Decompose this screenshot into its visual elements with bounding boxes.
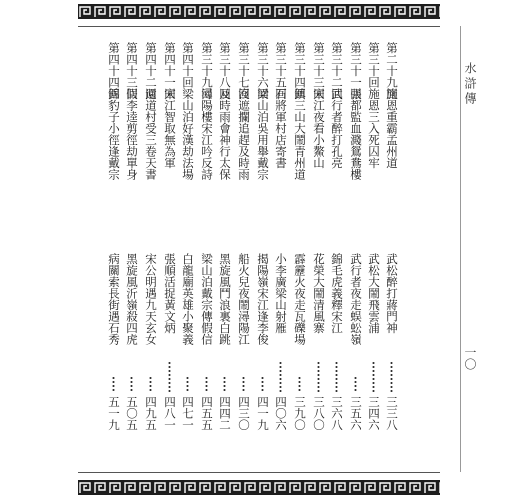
chapter-title-first-line: 還道村受三卷天書 — [144, 88, 158, 180]
chapter-title-first-line: 宋江夜看小鰲山 — [312, 88, 326, 169]
chapter-number: 第四十三回 — [125, 42, 139, 100]
chapter-title-first-line: 張都監血濺鴛鴦樓 — [349, 88, 363, 180]
page-reference: 三三八 — [385, 396, 399, 431]
page-reference: 三九〇 — [293, 396, 307, 431]
page-reference: 四五五 — [200, 396, 214, 431]
chapter-number: 第三十九回 — [200, 42, 214, 100]
page-reference: 四九五 — [144, 396, 158, 431]
dot-leader — [199, 376, 214, 392]
running-title: 水滸傳 — [463, 62, 477, 107]
page-reference: 三四六 — [367, 396, 381, 431]
page-number: 一〇 — [463, 346, 477, 370]
chapter-title-second-line: 揭陽嶺宋江逢李俊 — [256, 253, 270, 345]
dot-leader — [124, 376, 139, 392]
chapter-title-second-line: 張順活捉黃文炳 — [163, 253, 177, 334]
dot-leader — [180, 376, 195, 392]
bottom-border-ornament — [78, 480, 440, 495]
dot-leader — [311, 361, 326, 392]
chapter-title-first-line: 潯陽樓宋江吟反詩 — [200, 88, 214, 180]
top-border-ornament — [78, 4, 440, 19]
chapter-title-first-line: 及時雨會神行太保 — [218, 88, 232, 180]
dot-leader — [384, 361, 399, 392]
chapter-number: 第三十回 — [367, 42, 381, 88]
dot-leader — [236, 376, 251, 392]
dot-leader — [292, 376, 307, 392]
chapter-title-second-line: 黑旋風鬥浪裏白跳 — [218, 253, 232, 345]
chapter-title-first-line: 假李逵剪徑劫單身 — [125, 88, 139, 180]
chapter-title-first-line: 錦豹子小徑逢戴宗 — [107, 88, 121, 180]
chapter-title-first-line: 宋江智取無為軍 — [163, 88, 177, 169]
dot-leader — [273, 361, 288, 392]
page-reference: 四七一 — [181, 396, 195, 431]
chapter-title-first-line: 梁山泊好漢劫法場 — [181, 88, 195, 180]
top-rule — [78, 26, 440, 27]
dot-leader — [106, 376, 121, 392]
chapter-number: 第三十三回 — [312, 42, 326, 100]
dot-leader — [217, 376, 232, 392]
dot-leader — [329, 361, 344, 392]
chapter-title-second-line: 船火兒夜鬧潯陽江 — [237, 253, 251, 345]
chapter-title-first-line: 沒遮攔追趕及時雨 — [237, 88, 251, 180]
chapter-title-second-line: 病關索長街遇石秀 — [107, 253, 121, 345]
dot-leader — [255, 376, 270, 392]
chapter-number: 第三十二回 — [330, 42, 344, 100]
chapter-title-second-line: 梁山泊戴宗傳假信 — [200, 253, 214, 345]
chapter-title-second-line: 武松大鬧飛雲浦 — [367, 253, 381, 334]
margin-divider — [460, 26, 461, 472]
chapter-number: 第三十一回 — [349, 42, 363, 100]
page-reference: 四〇六 — [274, 396, 288, 431]
chapter-number: 第四十回 — [181, 42, 195, 88]
page-reference: 四四二 — [218, 396, 232, 431]
chapter-number: 第三十六回 — [256, 42, 270, 100]
page-reference: 五一九 — [107, 396, 121, 431]
chapter-title-second-line: 小李廣梁山射雁 — [274, 253, 288, 334]
chapter-title-second-line: 宋公明遇九天玄女 — [144, 253, 158, 345]
page-reference: 四八一 — [163, 396, 177, 431]
dot-leader — [143, 376, 158, 392]
page-reference: 三八〇 — [312, 396, 326, 431]
chapter-number: 第二十九回 — [385, 42, 399, 100]
chapter-number: 第三十八回 — [218, 42, 232, 100]
chapter-number: 第四十二回 — [144, 42, 158, 100]
page-reference: 三六八 — [330, 396, 344, 431]
chapter-title-first-line: 武行者醉打孔亮 — [330, 88, 344, 169]
chapter-number: 第三十七回 — [237, 42, 251, 100]
chapter-title-second-line: 武松醉打蔣門神 — [385, 253, 399, 334]
chapter-title-first-line: 施恩三入死囚牢 — [367, 88, 381, 169]
chapter-title-first-line: 鎮三山大鬧青州道 — [293, 88, 307, 180]
page-reference: 四一九 — [256, 396, 270, 431]
page-reference: 三五六 — [349, 396, 363, 431]
chapter-title-first-line: 梁山泊吳用舉戴宗 — [256, 88, 270, 180]
dot-leader — [162, 361, 177, 392]
chapter-title-second-line: 霹靂火夜走瓦礫場 — [293, 253, 307, 345]
chapter-title-second-line: 武行者夜走蜈蚣嶺 — [349, 253, 363, 345]
dot-leader — [348, 376, 363, 392]
chapter-title-first-line: 石將軍村店寄書 — [274, 88, 288, 169]
chapter-number: 第三十四回 — [293, 42, 307, 100]
chapter-title-second-line: 白龍廟英雄小聚義 — [181, 253, 195, 345]
dot-leader — [366, 361, 381, 392]
chapter-number: 第四十四回 — [107, 42, 121, 100]
chapter-title-first-line: 施恩重霸孟州道 — [385, 88, 399, 169]
chapter-title-second-line: 錦毛虎義釋宋江 — [330, 253, 344, 334]
chapter-title-second-line: 花榮大鬧清風寨 — [312, 253, 326, 334]
page-reference: 四三〇 — [237, 396, 251, 431]
chapter-title-second-line: 黑旋風沂嶺殺四虎 — [125, 253, 139, 345]
bottom-rule — [78, 472, 440, 473]
chapter-number: 第三十五回 — [274, 42, 288, 100]
page-reference: 五〇五 — [125, 396, 139, 431]
chapter-number: 第四十一回 — [163, 42, 177, 100]
